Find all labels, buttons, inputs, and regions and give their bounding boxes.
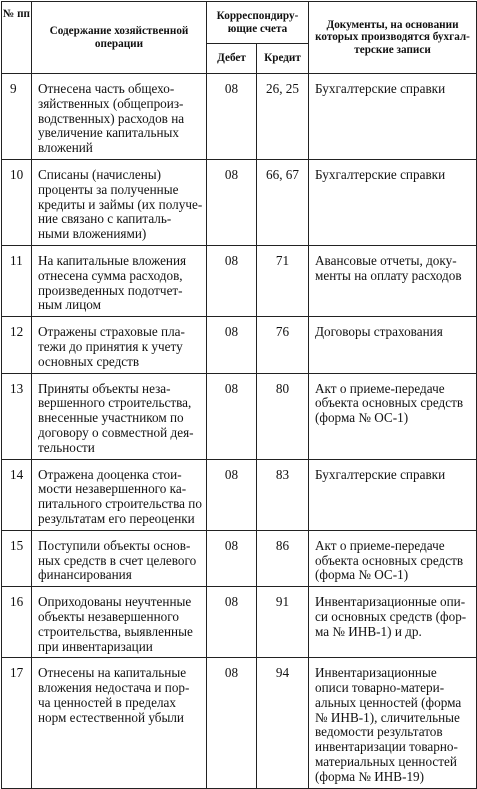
debit-account-text: 08 <box>224 466 239 482</box>
row-number <box>2 245 32 316</box>
operation-content <box>32 658 207 788</box>
row-number <box>2 317 32 373</box>
operation-content-text: Отнесена часть общехо- зяйственных (общепроиз- водственных) расходов на увеличение капитальных вложений <box>38 81 185 156</box>
credit-account <box>257 658 309 788</box>
table-row <box>2 317 477 373</box>
source-documents-text: Акт о приеме-передаче объекта основных средств (форма № ОС-1) <box>315 537 464 583</box>
source-documents-text: Договоры страхования <box>315 324 443 340</box>
debit-account-text: 08 <box>224 81 239 96</box>
source-documents-text: Бухгалтерские справки <box>315 81 446 96</box>
operation-content <box>32 530 207 586</box>
source-documents <box>309 74 477 160</box>
debit-account-text: 08 <box>224 252 239 268</box>
row-number <box>2 459 32 530</box>
source-documents-text: Акт о приеме-передаче объекта основных средств (форма № ОС-1) <box>315 380 464 426</box>
source-documents <box>309 587 477 658</box>
credit-account-text: 83 <box>275 466 290 482</box>
debit-account <box>207 459 257 530</box>
debit-account <box>207 587 257 658</box>
row-number-text: 11 <box>10 252 23 268</box>
debit-account-text: 08 <box>224 665 239 681</box>
header-content: Содержание хозяйственной операции <box>32 2 207 74</box>
table-row <box>2 159 477 245</box>
debit-account-text: 08 <box>224 166 239 182</box>
source-documents <box>309 159 477 245</box>
source-documents-text: Авансовые отчеты, доку- менты на оплату расходов <box>315 252 462 283</box>
operation-content-text: Отнесены на капитальные вложения недостача и пор- ча ценностей в пределах норм естественной убыли <box>38 665 190 725</box>
operation-content <box>32 159 207 245</box>
credit-account-text: 94 <box>275 665 290 681</box>
source-documents-text: Инвентаризационные описи товарно-матери- альных ценностей (форма № ИНВ-1), сличительные ведомости результатов инвентаризации товарно- материальных ценностей (форма № ИНВ-19) <box>315 665 462 784</box>
row-number <box>2 658 32 788</box>
credit-account <box>257 74 309 160</box>
source-documents <box>309 530 477 586</box>
operation-content-text: Списаны (начислены) проценты за полученные кредиты и займы (их получе- ние связано с капиталь- ными вложениями) <box>38 166 203 242</box>
table-row <box>2 587 477 658</box>
operation-content <box>32 459 207 530</box>
row-number-text: 15 <box>10 537 24 553</box>
table-row <box>2 658 477 788</box>
operation-content <box>32 587 207 658</box>
debit-account <box>207 245 257 316</box>
operation-content <box>32 74 207 160</box>
source-documents <box>309 459 477 530</box>
row-number-text: 10 <box>10 166 24 182</box>
table-row <box>2 74 477 160</box>
source-documents <box>309 245 477 316</box>
credit-account-text: 80 <box>275 380 290 396</box>
credit-account <box>257 159 309 245</box>
row-number-text: 17 <box>10 665 24 681</box>
debit-account-text: 08 <box>224 324 239 340</box>
row-number-text: 16 <box>10 594 24 610</box>
table-row <box>2 245 477 316</box>
debit-account-text: 08 <box>224 537 239 553</box>
source-documents-text: Бухгалтерские справки <box>315 466 446 482</box>
credit-account <box>257 373 309 459</box>
operation-content-text: Отражены страховые пла- тежи до принятия к учету основных средств <box>38 324 185 369</box>
operation-content-text: Приняты объекты неза- вершенного строительства, внесенные участником по договору о совместной дея- тельности <box>38 380 194 455</box>
row-number <box>2 530 32 586</box>
operation-content-text: Отражена дооценка стои- мости незавершенного ка- питального строительства по результатам его переоценки <box>38 466 202 526</box>
source-documents <box>309 658 477 788</box>
row-number-text: 13 <box>10 380 24 396</box>
credit-account-text: 91 <box>275 594 290 610</box>
operation-content <box>32 317 207 373</box>
credit-account <box>257 317 309 373</box>
operation-content <box>32 245 207 316</box>
credit-account <box>257 587 309 658</box>
header-debit: Дебет <box>207 44 257 74</box>
row-number <box>2 159 32 245</box>
table-row <box>2 373 477 459</box>
debit-account <box>207 530 257 586</box>
source-documents <box>309 373 477 459</box>
table-row <box>2 459 477 530</box>
header-documents: Документы, на основании которых производятся бухгал- терские записи <box>309 2 477 74</box>
header-credit: Кредит <box>257 44 309 74</box>
debit-account <box>207 373 257 459</box>
debit-account <box>207 159 257 245</box>
credit-account-text: 26, 25 <box>266 81 299 96</box>
credit-account <box>257 459 309 530</box>
row-number <box>2 373 32 459</box>
debit-account <box>207 658 257 788</box>
credit-account-text: 71 <box>275 252 290 268</box>
row-number <box>2 587 32 658</box>
row-number-text: 14 <box>10 466 24 482</box>
source-documents-text: Бухгалтерские справки <box>315 166 446 182</box>
credit-account <box>257 245 309 316</box>
source-documents-text: Инвентаризационные опи- си основных средств (фор- ма № ИНВ-1) и др. <box>315 594 467 639</box>
operation-content-text: На капитальные вложения отнесена сумма расходов, произведенных подотчет- ным лицом <box>38 252 187 313</box>
header-num: № пп <box>2 2 32 74</box>
operation-content-text: Поступили объекты основ- ных средств в счет целевого финансирования <box>38 537 197 583</box>
source-documents <box>309 317 477 373</box>
debit-account-text: 08 <box>224 594 239 610</box>
credit-account-text: 66, 67 <box>266 166 299 182</box>
operation-content-text: Оприходованы неучтенные объекты незавершенного строительства, выявленные при инвентаризации <box>38 594 193 654</box>
credit-account <box>257 530 309 586</box>
row-number <box>2 74 32 160</box>
debit-account-text: 08 <box>224 380 239 396</box>
operations-table <box>1 1 477 789</box>
credit-account-text: 86 <box>275 537 290 553</box>
debit-account <box>207 317 257 373</box>
debit-account <box>207 74 257 160</box>
header-accounts: Корреспондиру- ющие счета <box>207 2 309 44</box>
row-number-text: 12 <box>10 324 24 340</box>
operation-content <box>32 373 207 459</box>
table-row <box>2 530 477 586</box>
row-number-text: 9 <box>10 81 17 96</box>
credit-account-text: 76 <box>275 324 290 340</box>
